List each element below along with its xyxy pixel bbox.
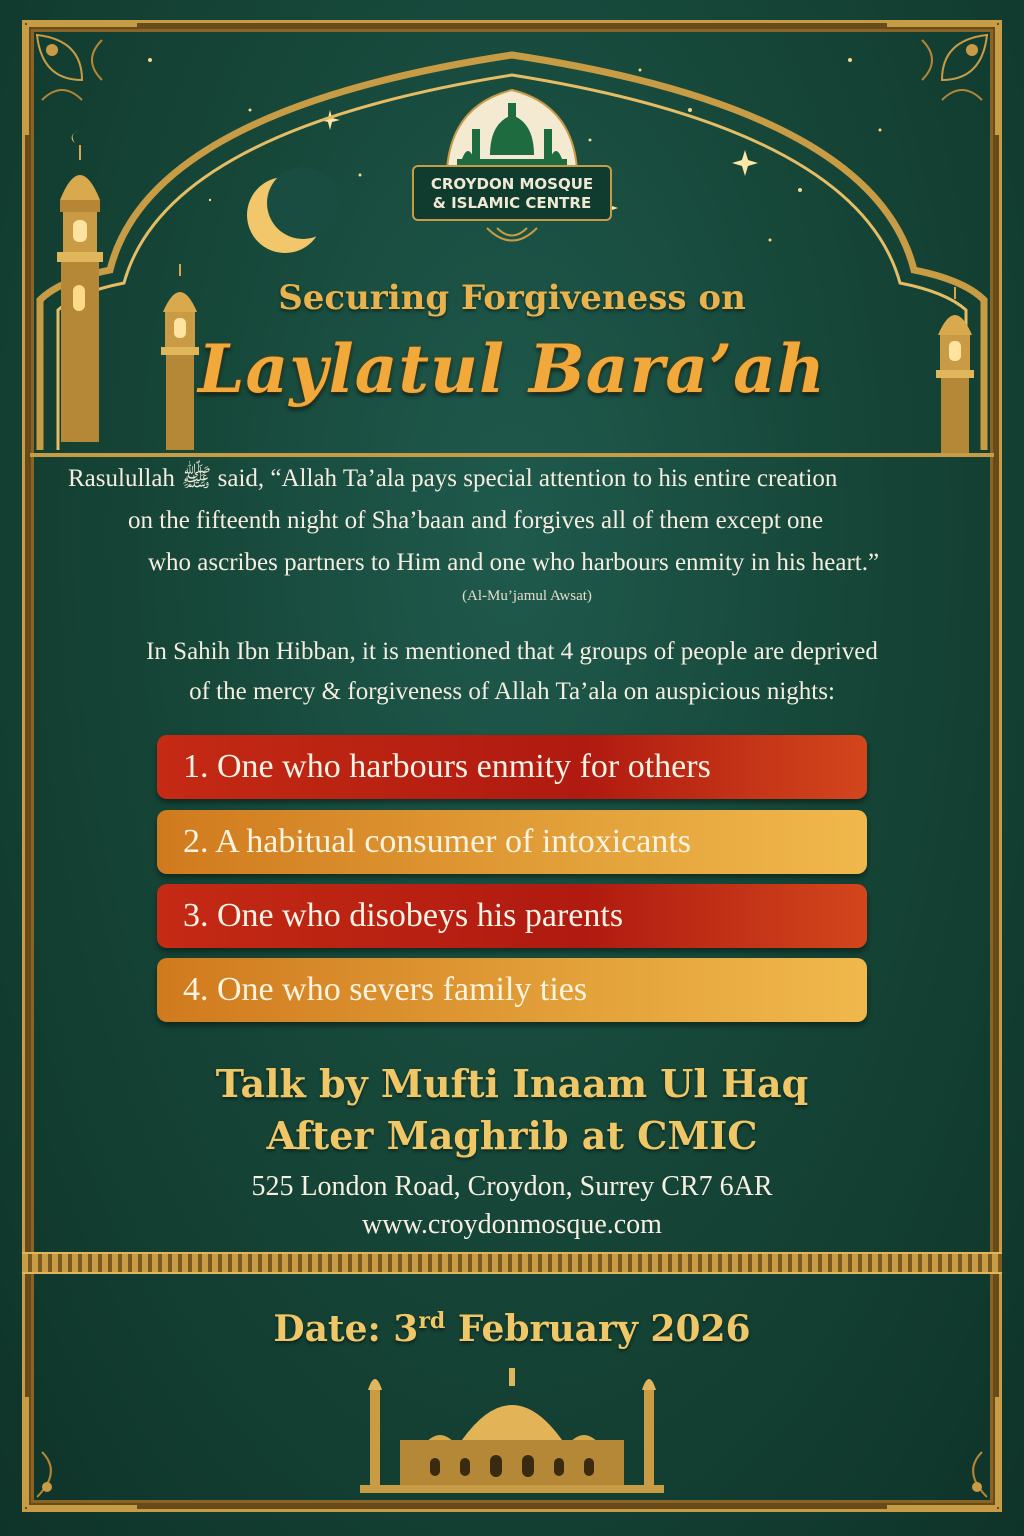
talk-info [0,1058,1024,1162]
mosque-silhouette-icon [340,1360,684,1500]
event-title: Laylatul Bara’ah [198,330,826,408]
event-subtitle: Securing Forgiveness on [278,278,746,318]
intro-text [0,632,1024,712]
street-address: 525 London Road, Croydon, Surrey CR7 6AR [251,1171,773,1202]
date-rest: February 2026 [445,1308,751,1350]
mosque-logo [412,85,612,260]
logo-badge [412,165,612,221]
group-item-4: 4. One who severs family ties [157,958,867,1022]
intro-line-1: In Sahih Ibn Hibban, it is mentioned that 4 groups of people are deprived [146,638,878,665]
group-item-3: 3. One who disobeys his parents [157,884,867,948]
talk-speaker: Talk by Mufti Inaam Ul Haq [215,1061,809,1106]
hadith-line-3: who ascribes partners to Him and one who harbours enmity in his heart.” [148,549,880,576]
logo-line-2: & ISLAMIC CENTRE [432,194,592,212]
hadith-line-1: Rasulullah ﷺ said, “Allah Ta’ala pays special attention to his entire creation [68,465,838,492]
talk-time-venue: After Maghrib at CMIC [266,1113,758,1158]
date-prefix: Date: 3 [273,1308,419,1350]
website-link[interactable]: www.croydonmosque.com [362,1209,662,1240]
hadith-reference: (Al-Mu’jamul Awsat) [462,588,592,604]
date-ordinal: rd [418,1308,446,1334]
logo-line-1: CROYDON MOSQUE [430,175,594,193]
mosque-dome-icon [442,85,582,169]
hadith-quote [40,458,1000,584]
group-item-1: 1. One who harbours enmity for others [157,735,867,799]
event-date [0,1308,1024,1350]
corner-ornament-bottom-right [882,1392,1002,1512]
corner-ornament-bottom-left [22,1392,142,1512]
hadith-line-2: on the fifteenth night of Sha’baan and forgives all of them except one [128,507,824,534]
address-block [0,1168,1024,1244]
intro-line-2: of the mercy & forgiveness of Allah Ta’ala on auspicious nights: [189,678,835,705]
ornamental-divider [22,1252,1002,1274]
group-item-2: 2. A habitual consumer of intoxicants [157,810,867,874]
logo-flourish-icon [482,223,542,253]
